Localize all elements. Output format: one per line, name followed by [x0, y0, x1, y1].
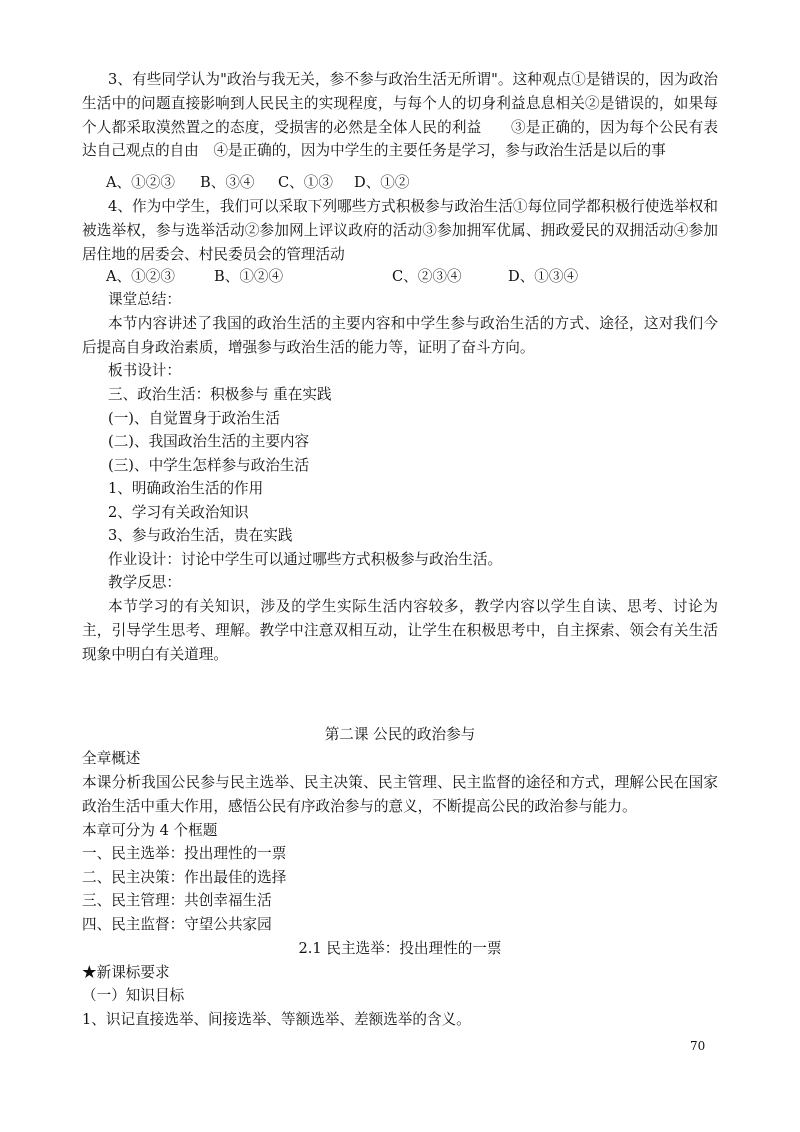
knowledge-goal-item: 1、识记直接选举、间接选举、等额选举、差额选举的含义。	[82, 1011, 471, 1028]
board-item: 1、明确政治生活的作用	[108, 480, 264, 497]
homework-design: 作业设计：讨论中学生可以通过哪些方式积极参与政治生活。	[108, 551, 503, 568]
overview-body: 本课分析我国公民参与民主选举、民主决策、民主管理、民主监督的途径和方式，理解公民在国家政治生活中重大作用，感悟公民有序政治参与的意义，不断提高公民的政治参与能力。	[82, 774, 718, 815]
board-heading: 板书设计：	[108, 362, 181, 379]
frame-item: 四、民主监督：守望公共家园	[82, 916, 272, 933]
q3-option-b: B、③④	[200, 174, 255, 191]
q4-option-c: C、②③④	[392, 268, 462, 285]
question-3-stem: 3、有些同学认为"政治与我无关，参不参与政治生活无所谓"。这种观点①是错误的，因为政治生活中的问题直接影响到人民民主的实现程度，与每个人的切身利益息息相关②是错误的，如果每个人都采取漠然置之的态度，受损害的必然是全体人民的利益 ③是正确的，因为每个公民有表达自己观点的自由 ④是正确的，因为中学生的主要任务是学习，参与政治生活是以后的事	[82, 71, 718, 160]
q4-option-d: D、①③④	[508, 268, 579, 285]
reflection-body: 本节学习的有关知识，涉及的学生实际生活内容较多，教学内容以学生自读、思考、讨论为主，引导学生思考、理解。教学中注意双相互动，让学生在积极思考中，自主探索、领会有关生活现象中明白有关道理。	[82, 598, 718, 663]
summary-body: 本节内容讲述了我国的政治生活的主要内容和中学生参与政治生活的方式、途径，这对我们今后提高自身政治素质，增强参与政治生活的能力等，证明了奋斗方向。	[82, 315, 718, 356]
board-item: (三)、中学生怎样参与政治生活	[108, 457, 310, 474]
page-number: 70	[690, 1039, 706, 1053]
frames-intro: 本章可分为 4 个框题	[82, 822, 218, 839]
knowledge-goal-heading: （一）知识目标	[82, 987, 185, 1004]
board-item: 3、参与政治生活，贵在实践	[108, 527, 293, 544]
reflection-heading: 教学反思：	[108, 574, 181, 591]
section-title: 2.1 民主选举：投出理性的一票	[298, 940, 502, 957]
question-4-options	[82, 265, 718, 289]
board-item: (一)、自觉置身于政治生活	[108, 410, 280, 427]
q3-option-a: A、①②③	[106, 174, 175, 191]
standard-heading: ★新课标要求	[82, 964, 170, 981]
board-item: 三、政治生活：积极参与 重在实践	[108, 386, 332, 403]
overview-heading: 全章概述	[82, 750, 141, 767]
q4-option-b: B、①②④	[214, 268, 284, 285]
board-item: 2、学习有关政治知识	[108, 504, 249, 521]
q3-option-c: C、①③	[278, 174, 333, 191]
question-4-stem: 4、作为中学生，我们可以采取下列哪些方式积极参与政治生活①每位同学都积极行使选举权和被选举权，参与选举活动②参加网上评议政府的活动③参加拥军优属、拥政爱民的双拥活动④参加居住地的居委会、村民委员会的管理活动	[82, 198, 718, 263]
frame-item: 三、民主管理：共创幸福生活	[82, 892, 272, 909]
frame-item: 一、民主选举：投出理性的一票	[82, 845, 287, 862]
q3-option-d: D、①②	[354, 174, 410, 191]
board-item: (二)、我国政治生活的主要内容	[108, 433, 310, 450]
question-3-options	[82, 171, 718, 195]
summary-heading: 课堂总结：	[108, 291, 181, 308]
frame-item: 二、民主决策：作出最佳的选择	[82, 869, 287, 886]
lesson-title: 第二课 公民的政治参与	[324, 726, 476, 743]
q4-option-a: A、①②③	[106, 268, 175, 285]
